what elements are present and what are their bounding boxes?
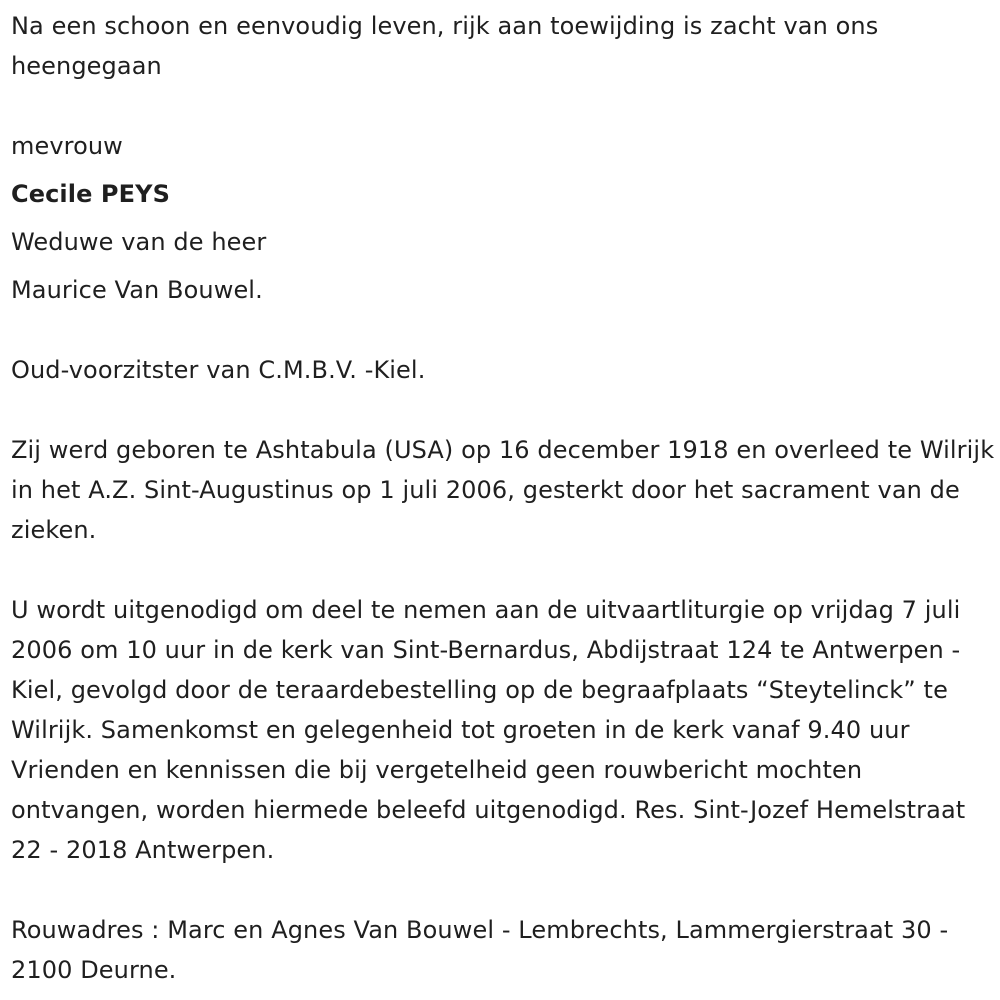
invitation-text: U wordt uitgenodigd om deel te nemen aan de uitvaartliturgie op vrijdag 7 juli 2006 om 10 uur in de kerk van Sint-Bernardus, Abdijstraat 124 te Antwerpen - Kiel, gevolgd door de teraardebestelling op de begraafplaats “Steytelinck” te Wilrijk. Samenkomst en gelegenheid tot groeten in de kerk vanaf 9.40 uur Vrienden en kennissen die bij vergetelheid geen rouwbericht mochten ontvangen, worden hiermede beleefd uitgenodigd. Res. Sint-Jozef Hemelstraat 22 - 2018 Antwerpen. [11, 596, 966, 864]
intro-text: Na een schoon en eenvoudig leven, rijk aan toewijding is zacht van ons heengegaan [11, 12, 879, 80]
role-text: Oud-voorzitster van C.M.B.V. -Kiel. [11, 356, 426, 384]
spacer [11, 390, 996, 430]
mourning-address: Rouwadres : Marc en Agnes Van Bouwel - Lembrechts, Lammergierstraat 30 - 2100 Deurne. [11, 916, 949, 984]
birth-death-text: Zij werd geboren te Ashtabula (USA) op 16 december 1918 en overleed te Wilrijk in het A.Z. Sint-Augustinus op 1 juli 2006, gesterkt door het sacrament van de zieken. [11, 436, 995, 544]
deceased-name: Cecile PEYS [11, 180, 170, 208]
spacer [11, 550, 996, 590]
spacer [11, 86, 996, 126]
spouse-line-1: Weduwe van de heer [11, 228, 267, 256]
title-prefix: mevrouw [11, 132, 123, 160]
spacer [11, 870, 996, 910]
spacer [11, 310, 996, 350]
spouse-line-2: Maurice Van Bouwel. [11, 276, 263, 304]
obituary-notice [11, 6, 996, 990]
